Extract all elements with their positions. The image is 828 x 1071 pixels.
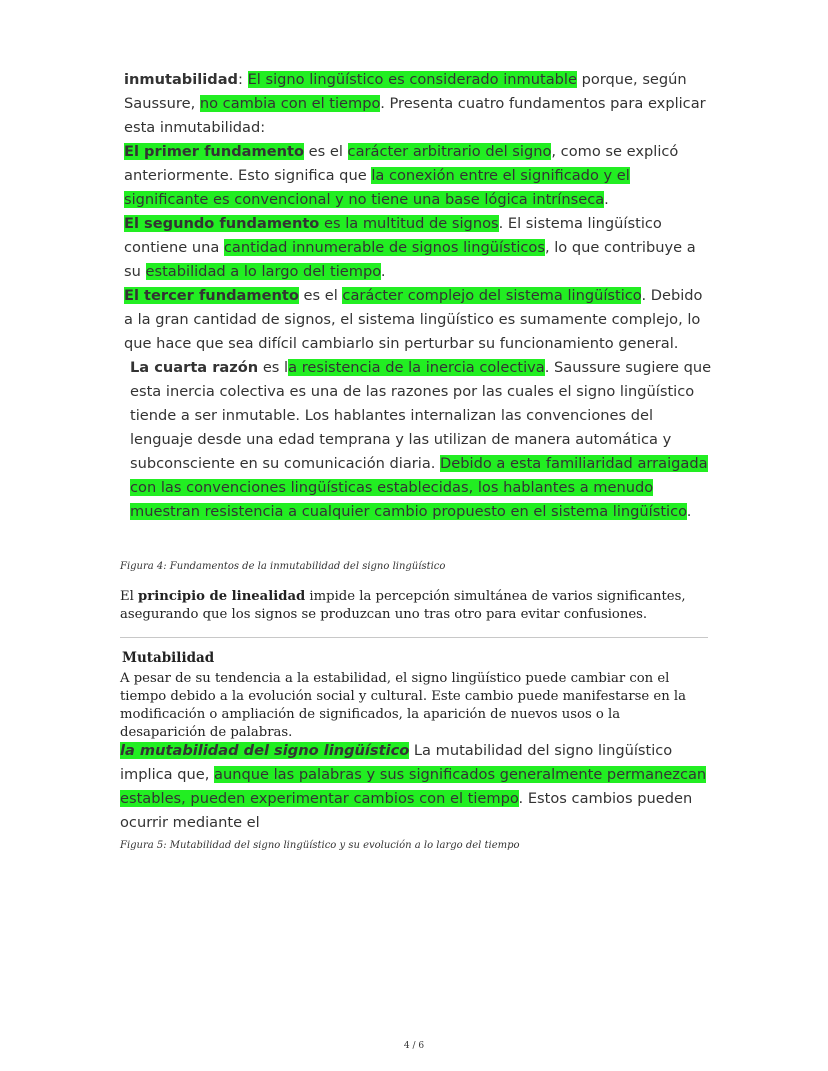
segundo-fundamento-term: El segundo fundamento bbox=[124, 215, 320, 232]
text-span: es el bbox=[298, 287, 343, 304]
mutabilidad-term: la mutabilidad del signo lingüístico bbox=[120, 742, 410, 759]
figure-5-caption: Figura 5: Mutabilidad del signo lingüístico y su evolución a lo largo del tiempo bbox=[120, 840, 520, 851]
text-span: . Estos cambios pueden ocurrir mediante el bbox=[120, 790, 693, 831]
linealidad-paragraph bbox=[120, 588, 710, 624]
highlight: carácter complejo del sistema lingüístico bbox=[342, 287, 642, 304]
highlight: Debido a esta familiaridad arraigada con las convenciones lingüísticas establecidas, los hablantes a menudo muestran resistencia a cualquier cambio propuesto en el sistema lingüístico bbox=[130, 455, 708, 520]
section-divider bbox=[120, 637, 708, 638]
page-number: 4 / 6 bbox=[403, 1041, 425, 1051]
cuarta-razon-term: La cuarta razón bbox=[130, 359, 259, 376]
text-span: . bbox=[380, 263, 386, 280]
text-span: , lo que contribuye a su bbox=[124, 239, 696, 280]
linealidad-term: principio de linealidad bbox=[138, 589, 306, 604]
segundo-fundamento-paragraph bbox=[124, 212, 714, 284]
primer-fundamento-term: El primer fundamento bbox=[124, 143, 304, 160]
text-span: . bbox=[604, 191, 609, 208]
figure-5-image bbox=[120, 739, 720, 835]
cuarta-razon-paragraph bbox=[124, 356, 714, 524]
inmutabilidad-paragraph bbox=[124, 68, 714, 140]
text-span: . Debido a la gran cantidad de signos, el sistema lingüístico es sumamente complejo, lo que hace que sea difícil cambiarlo sin perturbar su funcionamiento general. bbox=[124, 287, 703, 352]
text-span: es l bbox=[258, 359, 289, 376]
highlight: estabilidad a lo largo del tiempo bbox=[145, 263, 381, 280]
mutabilidad-heading: Mutabilidad bbox=[122, 650, 215, 666]
highlight: El signo lingüístico es considerado inmutable bbox=[247, 71, 577, 88]
text-span: : bbox=[238, 71, 248, 88]
inmutabilidad-term: inmutabilidad bbox=[124, 71, 239, 88]
text-span: , como se explicó anteriormente. Esto significa que bbox=[124, 143, 679, 184]
highlight: no cambia con el tiempo bbox=[199, 95, 381, 112]
text-span: porque, según Saussure, bbox=[124, 71, 687, 112]
highlight: la conexión entre el significado y el significante es convencional y no tiene una base lógica intrínseca bbox=[124, 167, 630, 208]
text-span: . bbox=[686, 503, 692, 520]
text-span: impide la percepción simultánea de varios significantes, asegurando que los signos se produzcan uno tras otro para evitar confusiones. bbox=[120, 589, 686, 622]
text-span: El bbox=[120, 589, 139, 604]
highlight: es la multitud de signos bbox=[319, 215, 499, 232]
highlight: carácter arbitrario del signo bbox=[347, 143, 552, 160]
figure-4-caption: Figura 4: Fundamentos de la inmutabilidad del signo lingüístico bbox=[120, 561, 446, 572]
highlight: aunque las palabras y sus significados generalmente permanezcan estables, pueden experimentar cambios con el tiempo bbox=[120, 766, 707, 807]
highlight: cantidad innumerable de signos lingüísticos bbox=[223, 239, 545, 256]
figure-4-image bbox=[124, 68, 714, 524]
text-span: . Presenta cuatro fundamentos para explicar esta inmutabilidad: bbox=[124, 95, 706, 136]
mutabilidad-paragraph: A pesar de su tendencia a la estabilidad, el signo lingüístico puede cambiar con el tiempo debido a la evolución social y cultural. Este cambio puede manifestarse en la modificación o ampliación de significados, la aparición de nuevos usos o la desaparición de palabras. bbox=[120, 671, 686, 740]
highlight: a resistencia de la inercia colectiva bbox=[288, 359, 545, 376]
primer-fundamento-paragraph bbox=[124, 140, 714, 212]
mutabilidad-excerpt bbox=[120, 739, 720, 835]
tercer-fundamento-term: El tercer fundamento bbox=[124, 287, 299, 304]
tercer-fundamento-paragraph bbox=[124, 284, 714, 356]
text-span: . Saussure sugiere que esta inercia colectiva es una de las razones por las cuales el signo lingüístico tiende a ser inmutable. Los hablantes internalizan las convenciones del lenguaje desde una edad temprana y las utilizan de manera automática y subconsciente en su comunicación diaria. bbox=[130, 359, 712, 472]
text-span: . El sistema lingüístico contiene una bbox=[124, 215, 662, 256]
text-span: es el bbox=[304, 143, 348, 160]
text-span: La mutabilidad del signo lingüístico implica que, bbox=[120, 742, 673, 783]
